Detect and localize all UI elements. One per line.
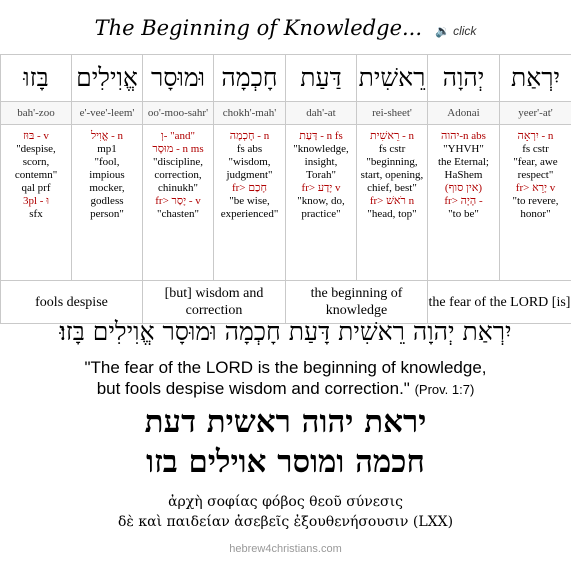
gloss-line: respect" — [517, 169, 554, 181]
verse-english-text: but fools despise wisdom and correction." — [96, 379, 410, 398]
verse-english-line: "The fear of the LORD is the beginning of knowledge, — [84, 358, 487, 377]
hebrew-word: בָּזוּ — [1, 55, 72, 102]
verse-english — [0, 357, 571, 400]
gloss-line: "to revere, — [512, 195, 559, 207]
gloss-line: "wisdom, — [228, 156, 271, 168]
gloss-line: "know, do, — [297, 195, 345, 207]
hebrew-word: יְהוָה — [428, 55, 500, 102]
gloss-line: qal prf — [21, 182, 51, 194]
gloss-line: "chasten" — [157, 208, 199, 220]
gloss-line: "fool, — [94, 156, 120, 168]
gloss-line: insight, — [304, 156, 338, 168]
transliteration: e'-vee'-leem' — [72, 102, 143, 125]
gloss-cell — [1, 125, 72, 281]
script-hebrew-line: חכמה ומוסר אוילים בזו — [146, 444, 425, 480]
gloss-line: וְ- "and" — [160, 130, 196, 142]
gloss-line: practice" — [301, 208, 341, 220]
hebrew-word: חָכְמָה — [214, 55, 286, 102]
gloss-line: scorn, — [22, 156, 50, 168]
gloss-line: the Eternal; — [437, 156, 489, 168]
gloss-line: correction, — [154, 169, 202, 181]
greek-line: δὲ καὶ παιδείαν ἀσεβεῖς ἐξουθενήσουσιν (LXX) — [117, 514, 454, 530]
page-title: The Beginning of Knowledge... — [94, 16, 423, 40]
gloss-line: mocker, — [89, 182, 125, 194]
gloss-line: "despise, — [16, 143, 56, 155]
english-phrase: fools despise — [1, 281, 143, 324]
audio-click-link[interactable]: click — [453, 23, 477, 38]
gloss-line: chinukh" — [158, 182, 198, 194]
gloss-line: judgment" — [226, 169, 273, 181]
gloss-cell — [143, 125, 214, 281]
gloss-cell — [428, 125, 500, 281]
gloss-line: fr> רֹאשׁ n — [369, 195, 415, 207]
greek-lxx — [0, 492, 571, 532]
gloss-line: חָכְמָה - n — [229, 130, 270, 142]
gloss-cell — [357, 125, 428, 281]
speaker-icon[interactable]: 🔉 — [435, 23, 451, 38]
transliteration: rei-sheet' — [357, 102, 428, 125]
gloss-line: start, opening, — [360, 169, 424, 181]
script-hebrew-line: יראת יהוה ראשית דעת — [144, 404, 427, 440]
transliteration: yeer'-at' — [500, 102, 571, 125]
gloss-line: "discipline, — [152, 156, 203, 168]
hebrew-word: רֵאשִׁית — [357, 55, 428, 102]
site-footer[interactable]: hebrew4christians.com — [229, 543, 342, 555]
word-grid — [0, 54, 571, 324]
gloss-line: "YHVH" — [443, 143, 484, 155]
transliteration: dah'-at — [286, 102, 357, 125]
gloss-line: "beginning, — [366, 156, 418, 168]
gloss-row — [1, 125, 571, 281]
gloss-line: chief, best" — [367, 182, 417, 194]
verse-english-line2 — [0, 378, 571, 400]
gloss-line: godless — [90, 195, 124, 207]
transliteration: chokh'-mah' — [214, 102, 286, 125]
gloss-line: fs cstr — [378, 143, 406, 155]
gloss-line: "fear, awe — [513, 156, 558, 168]
gloss-line: experienced" — [220, 208, 279, 220]
gloss-line: fr> יָסַר - v — [155, 195, 201, 207]
hebrew-word-row — [1, 55, 571, 102]
hebrew-word: אֱוִילִים — [72, 55, 143, 102]
gloss-line: "head, top" — [367, 208, 417, 220]
hebrew-word: וּמוּסָר — [143, 55, 214, 102]
gloss-line: fr> יָדַע v — [301, 182, 341, 194]
gloss-line: "to be" — [448, 208, 479, 220]
gloss-line: person" — [90, 208, 124, 220]
transliteration-row — [1, 102, 571, 125]
greek-line: ἀρχὴ σοφίας φόβος θεοῦ σύνεσις — [168, 494, 403, 510]
gloss-line: mp1 — [97, 143, 117, 155]
gloss-line: אֱוִיל - n — [90, 130, 124, 142]
gloss-cell — [214, 125, 286, 281]
gloss-line: בּוּז - v — [23, 130, 49, 142]
gloss-line: 3pl - וּ — [22, 195, 50, 207]
gloss-cell — [286, 125, 357, 281]
transliteration: oo'-moo-sahr' — [143, 102, 214, 125]
gloss-line: רֵאשִׁית - n — [369, 130, 415, 142]
hebrew-word: יִרְאַת — [500, 55, 571, 102]
english-phrase: the beginning of knowledge — [286, 281, 428, 324]
transliteration: Adonai — [428, 102, 500, 125]
gloss-line: "be wise, — [229, 195, 270, 207]
gloss-line: HaShem — [444, 169, 483, 181]
gloss-line: Torah" — [306, 169, 336, 181]
transliteration: bah'-zoo — [1, 102, 72, 125]
gloss-line: יהוה-n abs — [441, 130, 486, 142]
gloss-line: honor" — [520, 208, 551, 220]
script-hebrew — [0, 402, 571, 482]
gloss-line: impious — [89, 169, 125, 181]
gloss-cell — [72, 125, 143, 281]
gloss-line: sfx — [29, 208, 43, 220]
verse-reference: (Prov. 1:7) — [414, 382, 475, 397]
gloss-line: fr> הָיָה - — [444, 195, 483, 207]
gloss-line: דַּעַת - n fs — [299, 130, 343, 142]
gloss-line: contemn" — [14, 169, 58, 181]
gloss-line: fr> חָכַם — [231, 182, 268, 194]
gloss-line: fs cstr — [522, 143, 549, 155]
verse-hebrew: יִרְאַת יְהוָה רֵאשִׁית דָּעַת חָכְמָה וּמוּסָר אֱוִילִים בָּזוּ׃ — [59, 317, 512, 346]
gloss-line: "knowledge, — [293, 143, 349, 155]
header — [0, 16, 571, 40]
gloss-line: (אין סוף) — [444, 182, 483, 194]
gloss-line: יִרְאָה - n — [517, 130, 554, 142]
english-phrase: the fear of the LORD [is] — [428, 281, 571, 324]
hebrew-word: דַּעַת — [286, 55, 357, 102]
gloss-line: מוּסָר - n ms — [152, 143, 204, 155]
gloss-line: fr> יָרֵא v — [515, 182, 556, 194]
gloss-cell — [500, 125, 571, 281]
gloss-line: fs abs — [236, 143, 263, 155]
english-phrase: [but] wisdom and correction — [143, 281, 286, 324]
